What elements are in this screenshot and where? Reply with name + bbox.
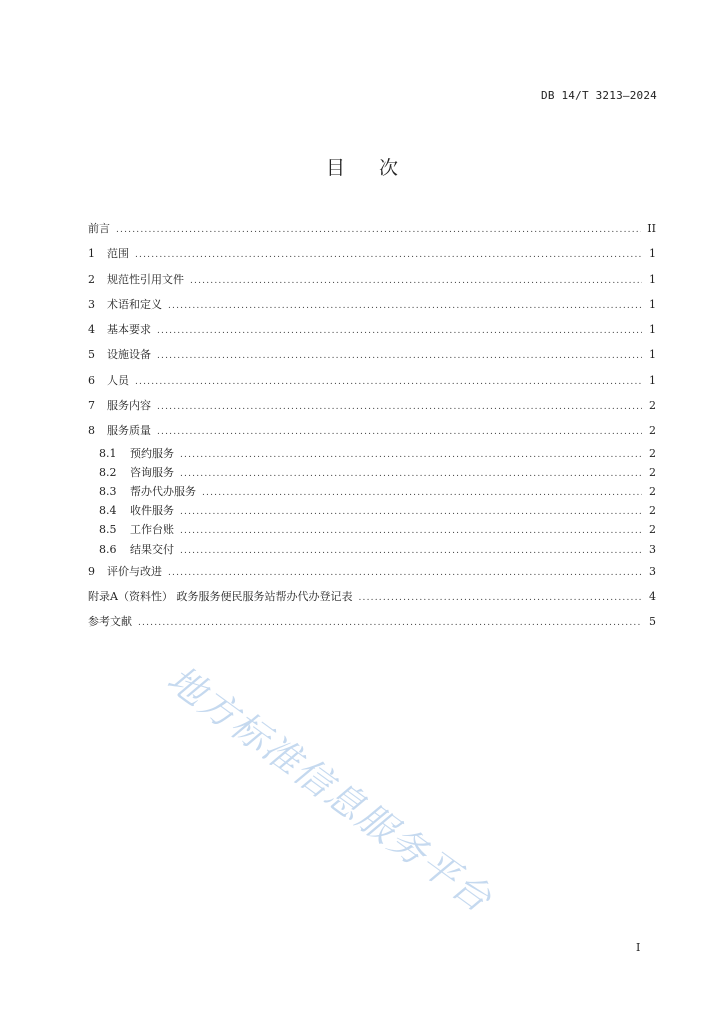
toc-entry-page: II [647, 222, 656, 235]
toc-entry-page: 3 [649, 564, 656, 578]
toc-leader-dots [135, 370, 642, 394]
toc-entry[interactable] [88, 268, 656, 293]
toc-entry[interactable] [88, 318, 656, 343]
toc-entry[interactable] [88, 343, 656, 368]
toc-entry-number: 3 [88, 297, 95, 311]
toc-entry-label: 工作台账 [130, 523, 174, 537]
toc-entry-number: 5 [88, 348, 95, 362]
toc-entry-number: 1 [88, 247, 95, 261]
toc-leader-dots [180, 522, 642, 540]
toc-entry[interactable] [88, 369, 656, 394]
toc-entry-label: 设施设备 [107, 348, 151, 362]
toc-entry[interactable] [88, 560, 656, 585]
toc-entry-page: 1 [649, 297, 656, 311]
toc-leader-dots [180, 465, 642, 483]
toc-leader-dots [157, 344, 642, 368]
title-char-left: 目 [325, 157, 345, 179]
toc-entry[interactable] [88, 242, 656, 267]
toc-entry-label: 术语和定义 [107, 297, 162, 311]
toc-entry-page: 1 [649, 247, 656, 261]
toc-entry-number: 8.1 [99, 446, 117, 460]
toc-entry[interactable] [88, 394, 656, 419]
toc-entry-number: 9 [88, 564, 95, 578]
toc-entry-page: 2 [649, 399, 656, 413]
toc-entry-page: 2 [649, 465, 656, 479]
toc-entry[interactable] [88, 541, 656, 560]
toc-entry-page: 1 [649, 323, 656, 337]
toc-entry-label: 人员 [107, 373, 129, 387]
toc-entry-number: 7 [88, 399, 95, 413]
toc-entry-number: 8.5 [99, 523, 117, 537]
toc-leader-dots [202, 484, 642, 502]
toc-entry-page: 5 [649, 615, 656, 629]
toc-entry[interactable] [88, 483, 656, 502]
toc-entry-page: 2 [649, 504, 656, 518]
table-of-contents [88, 217, 656, 636]
toc-entry[interactable] [88, 419, 656, 444]
toc-entry-label: 服务质量 [107, 424, 151, 438]
toc-leader-dots [135, 243, 642, 267]
toc-entry-label: 结果交付 [130, 542, 174, 556]
toc-entry-label: 基本要求 [107, 323, 151, 337]
toc-entry-label: 服务内容 [107, 399, 151, 413]
toc-entry-page: 2 [649, 424, 656, 438]
toc-entry-label: 咨询服务 [130, 465, 174, 479]
toc-entry-page: 3 [649, 542, 656, 556]
toc-entry[interactable] [88, 464, 656, 483]
toc-leader-dots [157, 420, 642, 444]
toc-leader-dots [180, 446, 642, 464]
toc-entry-label: 范围 [107, 247, 129, 261]
document-id: DB 14/T 3213—2024 [541, 89, 657, 102]
toc-entry-number: 6 [88, 373, 95, 387]
toc-entry-label: 参考文献 [88, 615, 132, 629]
toc-entry-number: 8.6 [99, 542, 117, 556]
toc-leader-dots [180, 503, 642, 521]
toc-leader-dots [358, 586, 642, 610]
toc-entry-number: 8.2 [99, 465, 117, 479]
toc-entry-page: 1 [649, 272, 656, 286]
toc-leader-dots [168, 294, 642, 318]
toc-entry-page: 2 [649, 485, 656, 499]
toc-entry-label: 前言 [88, 222, 110, 235]
toc-entry[interactable] [88, 585, 656, 610]
toc-entry[interactable] [88, 502, 656, 521]
toc-leader-dots [180, 542, 642, 560]
toc-entry-number: 2 [88, 272, 95, 286]
toc-entry-page: 4 [649, 590, 656, 604]
toc-entry-page: 1 [649, 348, 656, 362]
toc-entry[interactable] [88, 217, 656, 242]
toc-entry[interactable] [88, 445, 656, 464]
toc-leader-dots [190, 269, 642, 293]
toc-entry-label: 规范性引用文件 [107, 272, 184, 286]
toc-entry[interactable] [88, 610, 656, 635]
toc-entry-number: 8.4 [99, 504, 117, 518]
toc-entry[interactable] [88, 293, 656, 318]
toc-entry[interactable] [88, 521, 656, 540]
toc-entry-number: 8.3 [99, 485, 117, 499]
toc-entry-number: 4 [88, 323, 95, 337]
toc-leader-dots [157, 395, 642, 419]
toc-entry-label: 评价与改进 [107, 564, 162, 578]
toc-entry-label: 收件服务 [130, 504, 174, 518]
toc-leader-dots [168, 561, 642, 585]
toc-entry-label: 预约服务 [130, 446, 174, 460]
watermark: 地方标准信息服务平台 [159, 657, 501, 922]
page-number: I [636, 941, 641, 954]
toc-entry-page: 2 [649, 523, 656, 537]
toc-entry-number: 8 [88, 424, 95, 438]
toc-leader-dots [138, 611, 642, 635]
toc-entry-page: 2 [649, 446, 656, 460]
toc-leader-dots [157, 319, 642, 343]
title-char-right: 次 [379, 157, 399, 179]
page-title [0, 153, 724, 180]
toc-entry-label: 帮办代办服务 [130, 485, 196, 499]
toc-entry-label: 附录A（资料性） 政务服务便民服务站帮办代办登记表 [88, 590, 353, 604]
toc-leader-dots [116, 218, 641, 242]
toc-entry-page: 1 [649, 373, 656, 387]
